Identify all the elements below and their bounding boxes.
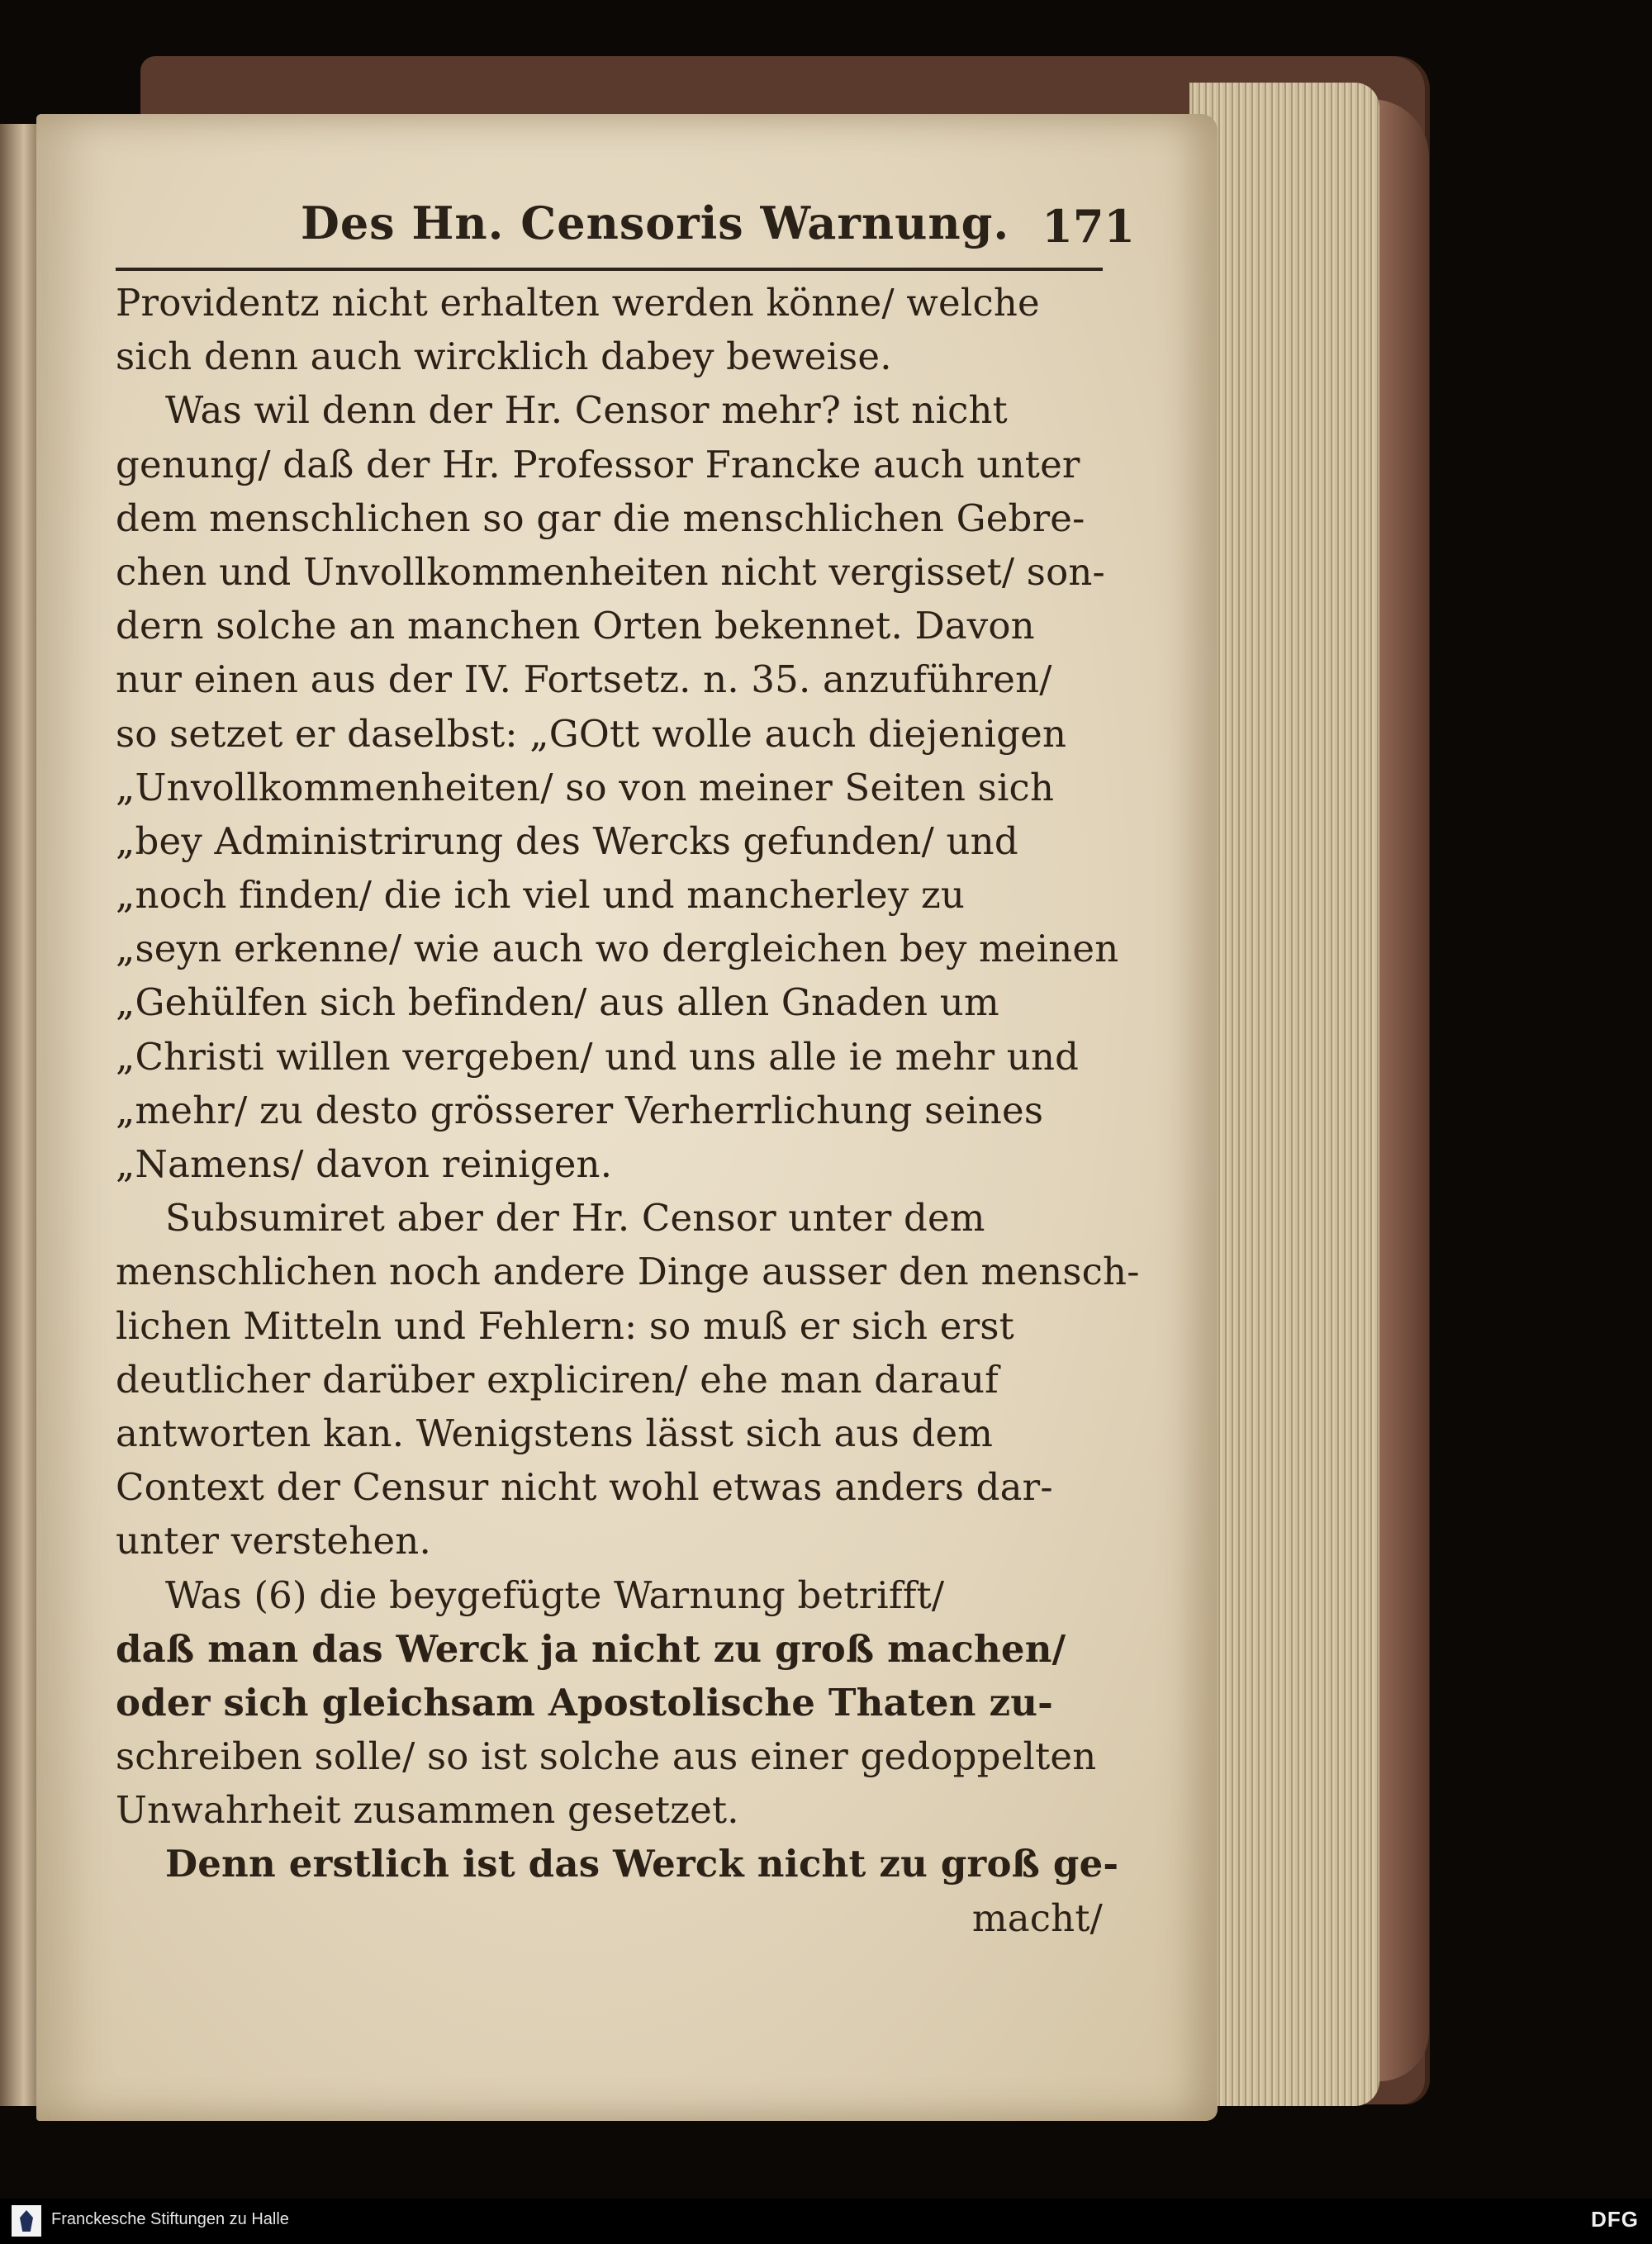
book-page (36, 114, 1218, 2121)
text-line: Subsumiret aber der Hr. Censor unter dem (165, 1196, 985, 1241)
text-line: „Unvollkommenheiten/ so von meiner Seiten sich (116, 765, 1055, 809)
text-line: „Christi willen vergeben/ und uns alle ie mehr und (116, 1034, 1080, 1079)
header-rule (116, 268, 1103, 271)
text-line: Unwahrheit zusammen gesetzet. (116, 1788, 739, 1833)
text-line: Was (6) die beygefügte Warnung betrifft/ (165, 1573, 945, 1617)
text-line: „seyn erkenne/ wie auch wo dergleichen bey meinen (116, 927, 1119, 971)
text-line: dem menschlichen so gar die menschlichen Gebre- (116, 496, 1085, 540)
page-header (301, 197, 1135, 264)
text-line: schreiben solle/ so ist solche aus einer gedoppelten (116, 1734, 1097, 1779)
text-line: daß man das Werck ja nicht zu groß machen/ (116, 1626, 1066, 1671)
text-line: „noch finden/ die ich viel und mancherley zu (116, 873, 966, 918)
text-line: „mehr/ zu desto grösserer Verherrlichung seines (116, 1088, 1044, 1132)
logo-mark (20, 2210, 33, 2232)
text-line: antworten kan. Wenigstens lässt sich aus dem (116, 1411, 994, 1455)
text-line: lichen Mitteln und Fehlern: so muß er sich erst (116, 1303, 1014, 1348)
running-head: Des Hn. Censoris Warnung. (301, 197, 1010, 249)
text-line: Context der Censur nicht wohl etwas anders dar- (116, 1465, 1053, 1510)
viewer-footer (0, 2199, 1652, 2244)
institution-label: Franckesche Stiftungen zu Halle (51, 2210, 289, 2228)
text-line: sich denn auch wircklich dabey beweise. (116, 334, 892, 379)
text-line: unter verstehen. (116, 1519, 431, 1563)
text-line: chen und Unvollkommenheiten nicht vergisset/ son- (116, 549, 1105, 594)
text-line: „Namens/ davon reinigen. (116, 1142, 613, 1186)
left-page-edge (0, 124, 40, 2106)
text-line: deutlicher darüber expliciren/ ehe man darauf (116, 1357, 999, 1402)
text-line: „Gehülfen sich befinden/ aus allen Gnaden um (116, 980, 999, 1025)
text-line: nur einen aus der IV. Fortsetz. n. 35. anzuführen/ (116, 657, 1052, 702)
page-edges (1189, 83, 1379, 2106)
text-line: Was wil denn der Hr. Censor mehr? ist nicht (165, 388, 1008, 433)
text-line: dern solche an manchen Orten bekennet. Davon (116, 604, 1035, 648)
text-line: Providentz nicht erhalten werden könne/ welche (116, 281, 1040, 325)
catchword: macht/ (971, 1895, 1103, 1940)
text-line: genung/ daß der Hr. Professor Francke auch unter (116, 442, 1080, 486)
page-number: 171 (1042, 200, 1135, 253)
text-line: oder sich gleichsam Apostolische Thaten zu- (116, 1680, 1054, 1725)
text-line: so setzet er daselbst: „GOtt wolle auch diejenigen (116, 711, 1067, 756)
body-text (116, 276, 1140, 1945)
dfg-logo: DFG (1591, 2207, 1639, 2232)
text-line: Denn erstlich ist das Werck nicht zu groß ge- (165, 1842, 1119, 1886)
franckesche-stiftungen-logo-icon (12, 2205, 41, 2237)
text-line: „bey Administrirung des Wercks gefunden/ und (116, 818, 1018, 863)
text-line: menschlichen noch andere Dinge ausser den mensch- (116, 1250, 1140, 1294)
